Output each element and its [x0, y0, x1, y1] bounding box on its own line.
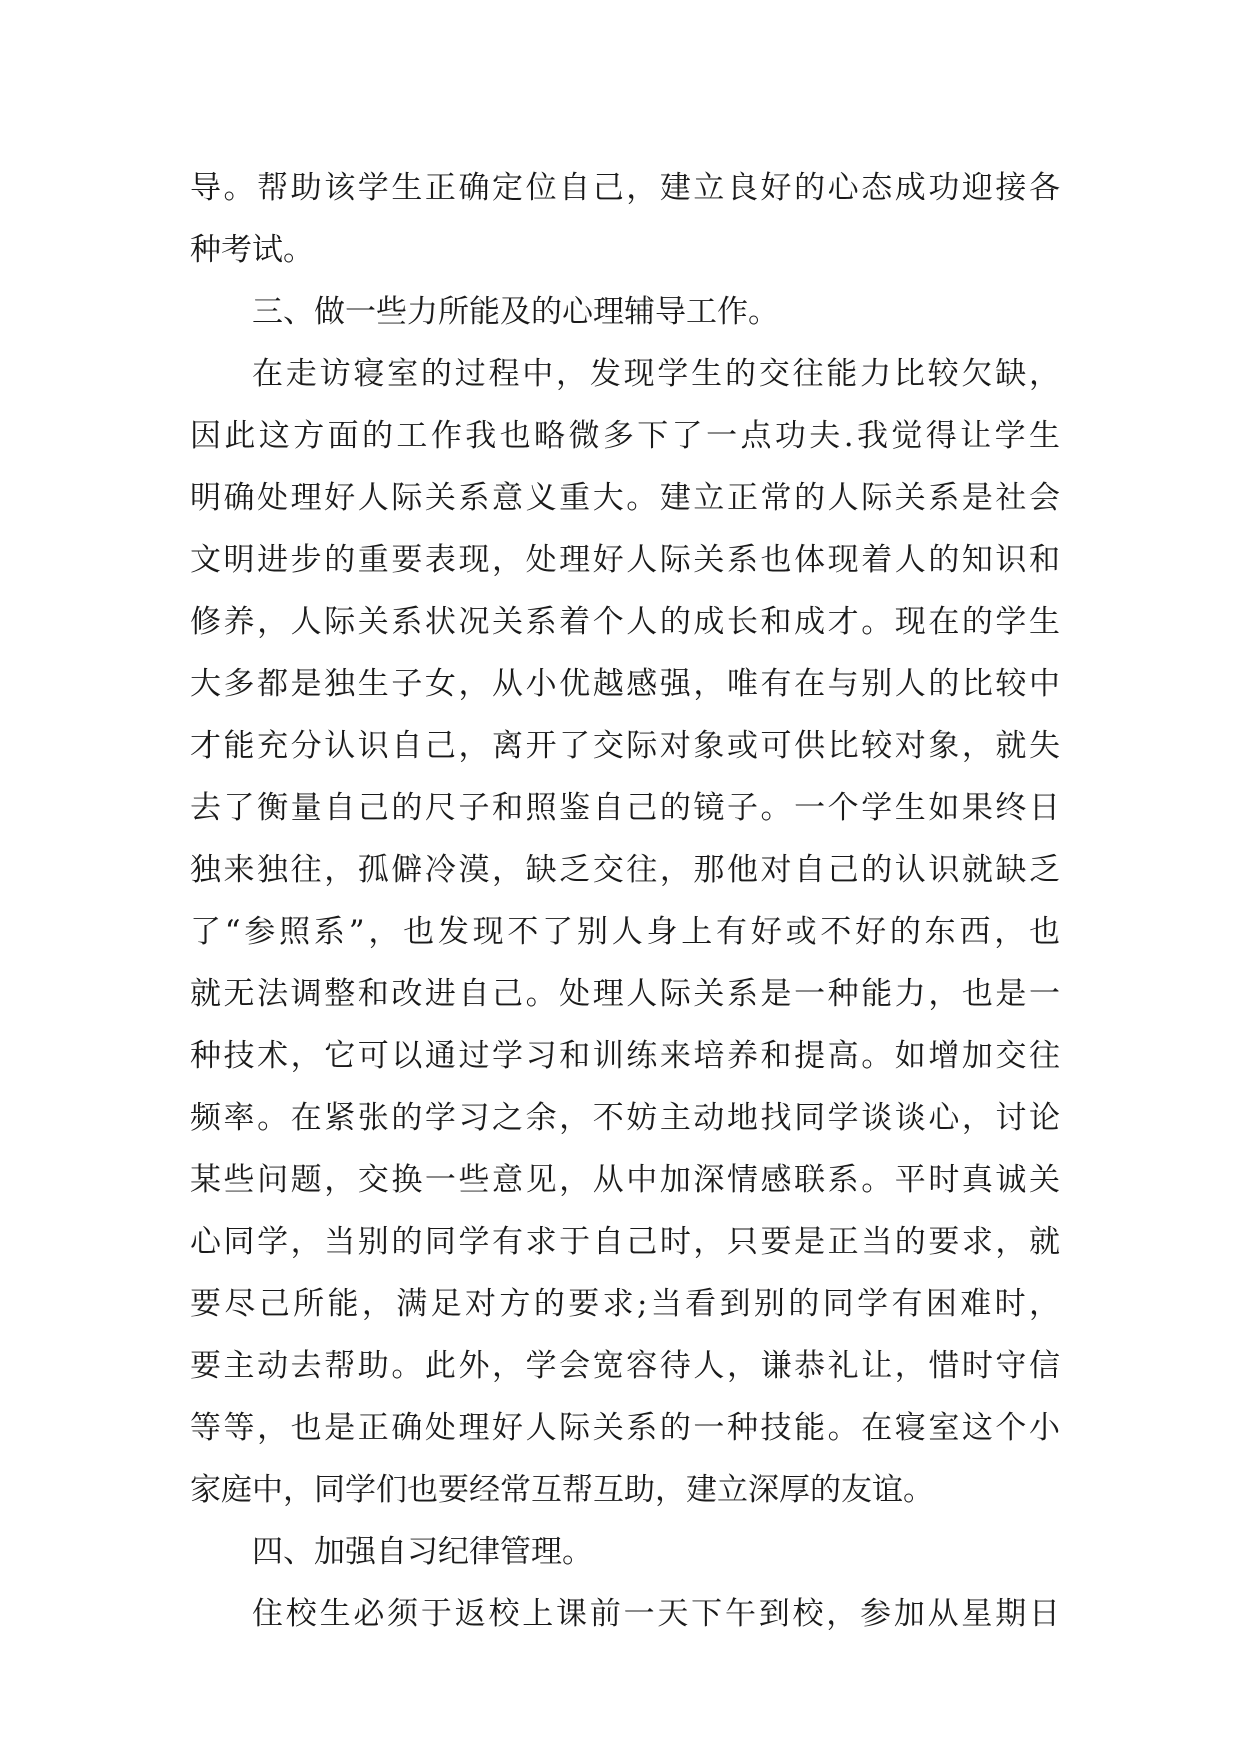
- text-line: 导。帮助该学生正确定位自己，建立良好的心态成功迎接各: [190, 170, 1060, 206]
- text-line: 三、做一些力所能及的心理辅导工作。: [252, 294, 779, 330]
- text-line: 要主动去帮助。此外，学会宽容待人，谦恭礼让，惜时守信: [190, 1348, 1060, 1384]
- text-line: 在走访寝室的过程中，发现学生的交往能力比较欠缺，: [252, 356, 1060, 392]
- text-line: 要尽己所能，满足对方的要求;当看到别的同学有困难时，: [190, 1286, 1060, 1322]
- text-line: 去了衡量自己的尺子和照鉴自己的镜子。一个学生如果终日: [190, 790, 1060, 826]
- text-line: 住校生必须于返校上课前一天下午到校，参加从星期日: [252, 1596, 1060, 1632]
- text-line: 了“参照系”，也发现不了别人身上有好或不好的东西，也: [190, 914, 1060, 950]
- text-line: 大多都是独生子女，从小优越感强，唯有在与别人的比较中: [190, 666, 1060, 702]
- text-line: 家庭中，同学们也要经常互帮互助，建立深厚的友谊。: [190, 1472, 934, 1508]
- text-line: 就无法调整和改进自己。处理人际关系是一种能力，也是一: [190, 976, 1060, 1012]
- text-line: 因此这方面的工作我也略微多下了一点功夫.我觉得让学生: [190, 418, 1060, 454]
- body-text: [190, 157, 1060, 1645]
- text-line: 种考试。: [190, 232, 314, 268]
- text-line: 独来独往，孤僻冷漠，缺乏交往，那他对自己的认识就缺乏: [190, 852, 1060, 888]
- text-line: 修养，人际关系状况关系着个人的成长和成才。现在的学生: [190, 604, 1060, 640]
- text-line: 明确处理好人际关系意义重大。建立正常的人际关系是社会: [190, 480, 1060, 516]
- text-line: 文明进步的重要表现，处理好人际关系也体现着人的知识和: [190, 542, 1060, 578]
- text-line: 频率。在紧张的学习之余，不妨主动地找同学谈谈心，讨论: [190, 1100, 1060, 1136]
- text-line: 等等，也是正确处理好人际关系的一种技能。在寝室这个小: [190, 1410, 1060, 1446]
- text-line: 种技术，它可以通过学习和训练来培养和提高。如增加交往: [190, 1038, 1060, 1074]
- text-line: 四、加强自习纪律管理。: [252, 1534, 593, 1570]
- text-line: 才能充分认识自己，离开了交际对象或可供比较对象，就失: [190, 728, 1060, 764]
- text-line: 心同学，当别的同学有求于自己时，只要是正当的要求，就: [190, 1224, 1060, 1260]
- text-line: 某些问题，交换一些意见，从中加深情感联系。平时真诚关: [190, 1162, 1060, 1198]
